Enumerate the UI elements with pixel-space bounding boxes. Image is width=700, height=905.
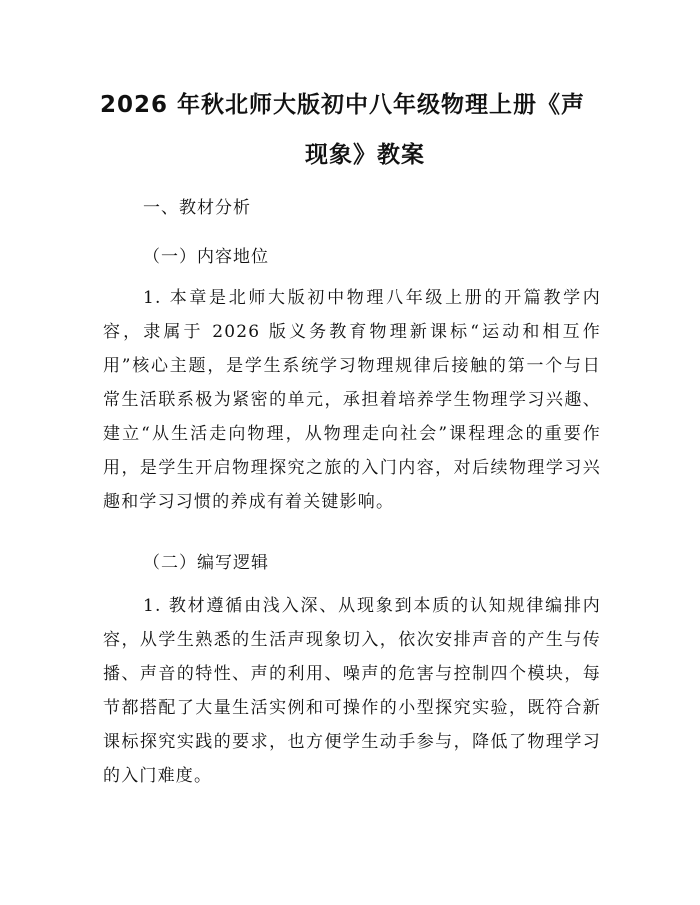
section-heading-textbook-analysis: 一、教材分析 bbox=[143, 198, 251, 218]
document-title-line-2: 现象》教案 bbox=[305, 142, 425, 168]
paragraph-content-position: 1. 本章是北师大版初中物理八年级上册的开篇教学内容，隶属于 2026 版义务教育物理新课标“运动和相互作用”核心主题，是学生系统学习物理规律后接触的第一个与日常生活联系极为紧密的单元，承担着培养学生物理学习兴趣、建立“从生活走向物理，从物理走向社会”课程理念的重要作用，是学生开启物理探究之旅的入门内容，对后续物理学习兴趣和学习习惯的养成有着关键影响。 bbox=[103, 288, 601, 512]
subsection-heading-writing-logic: （二）编写逻辑 bbox=[143, 553, 269, 573]
paragraph-writing-logic: 1. 教材遵循由浅入深、从现象到本质的认知规律编排内容，从学生熟悉的生活声现象切入，依次安排声音的产生与传播、声音的特性、声的利用、噪声的危害与控制四个模块，每节都搭配了大量生活实例和可操作的小型探究实验，既符合新课标探究实践的要求，也方便学生动手参与，降低了物理学习的入门难度。 bbox=[103, 596, 601, 786]
subsection-heading-content-position: （一）内容地位 bbox=[143, 247, 269, 267]
document-title-line-1: 2026 年秋北师大版初中八年级物理上册《声 bbox=[100, 92, 586, 118]
